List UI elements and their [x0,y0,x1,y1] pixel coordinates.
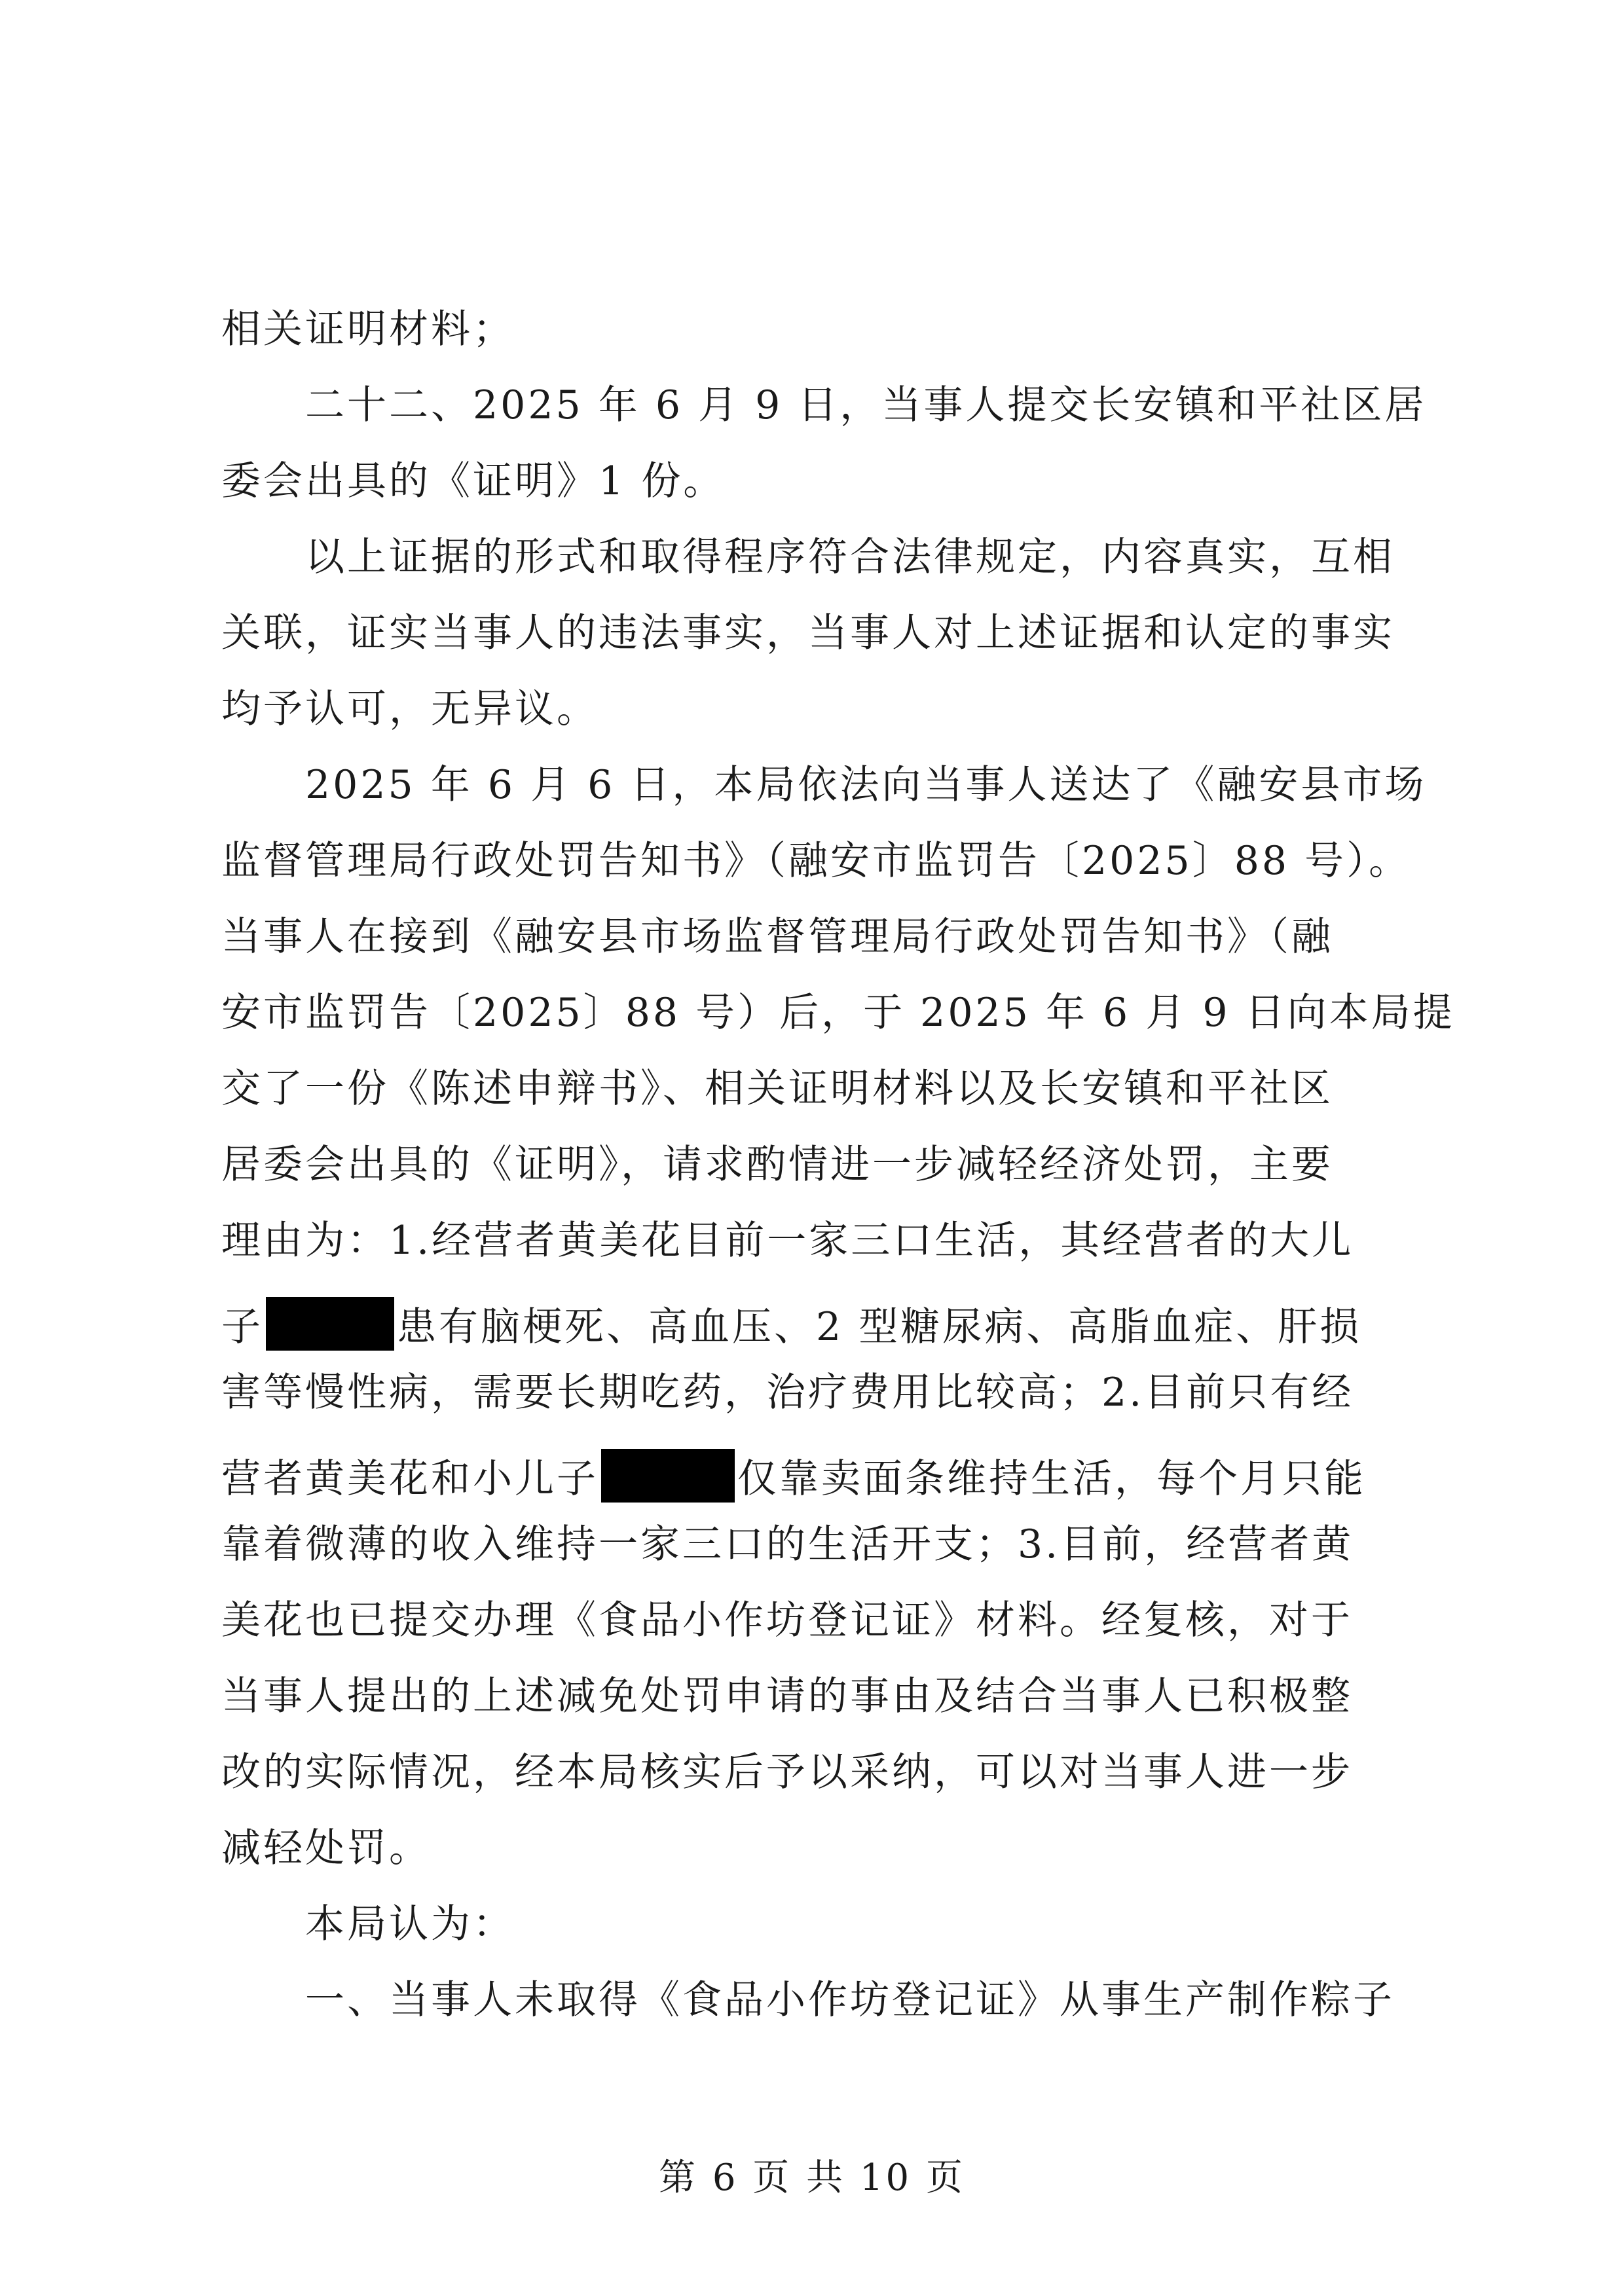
page-number-footer: 第 6 页 共 10 页 [659,2157,965,2199]
line-prefix: 子 [221,1304,263,1350]
body-line: 监督管理局行政处罚告知书》（融安市监罚告〔2025〕88 号）。 [221,838,1411,884]
body-line: 当事人在接到《融安县市场监督管理局行政处罚告知书》（融 [221,914,1333,960]
body-line-redacted [221,1449,1420,1503]
body-line: 一、当事人未取得《食品小作坊登记证》从事生产制作粽子 [305,1977,1395,2023]
body-line: 交了一份《陈述申辩书》、相关证明材料以及长安镇和平社区 [221,1066,1333,1112]
body-line: 二十二、2025 年 6 月 9 日，当事人提交长安镇和平社区居 [305,382,1427,428]
redaction-box [601,1449,735,1503]
body-line: 美花也已提交办理《食品小作坊登记证》材料。经复核，对于 [221,1597,1353,1643]
body-line: 相关证明材料； [221,306,515,352]
body-line: 改的实际情况，经本局核实后予以采纳，可以对当事人进一步 [221,1749,1353,1795]
body-line: 靠着微薄的收入维持一家三口的生活开支；3.目前，经营者黄 [221,1522,1354,1567]
line-prefix: 营者黄美花和小儿子 [221,1456,599,1502]
body-line-redacted [221,1297,1420,1351]
body-line: 居委会出具的《证明》，请求酌情进一步减轻经济处罚，主要 [221,1142,1333,1188]
line-rest: 仅靠卖面条维持生活，每个月只能 [737,1456,1366,1502]
body-line: 2025 年 6 月 6 日，本局依法向当事人送达了《融安县市场 [305,762,1427,808]
body-line: 害等慢性病，需要长期吃药，治疗费用比较高；2.目前只有经 [221,1370,1354,1415]
redaction-box [266,1297,394,1351]
body-line: 本局认为： [305,1901,515,1947]
body-line: 当事人提出的上述减免处罚申请的事由及结合当事人已积极整 [221,1673,1353,1719]
body-line: 关联，证实当事人的违法事实，当事人对上述证据和认定的事实 [221,610,1395,656]
body-line: 均予认可，无异议。 [221,686,599,732]
body-line: 理由为：1.经营者黄美花目前一家三口生活，其经营者的大儿 [221,1218,1354,1264]
body-line: 以上证据的形式和取得程序符合法律规定，内容真实，互相 [305,534,1395,580]
body-line: 减轻处罚。 [221,1825,431,1871]
body-line: 委会出具的《证明》1 份。 [221,458,726,504]
body-line: 安市监罚告〔2025〕88 号）后，于 2025 年 6 月 9 日向本局提 [221,990,1455,1036]
line-rest: 患有脑梗死、高血压、2 型糖尿病、高脂血症、肝损 [397,1304,1362,1350]
